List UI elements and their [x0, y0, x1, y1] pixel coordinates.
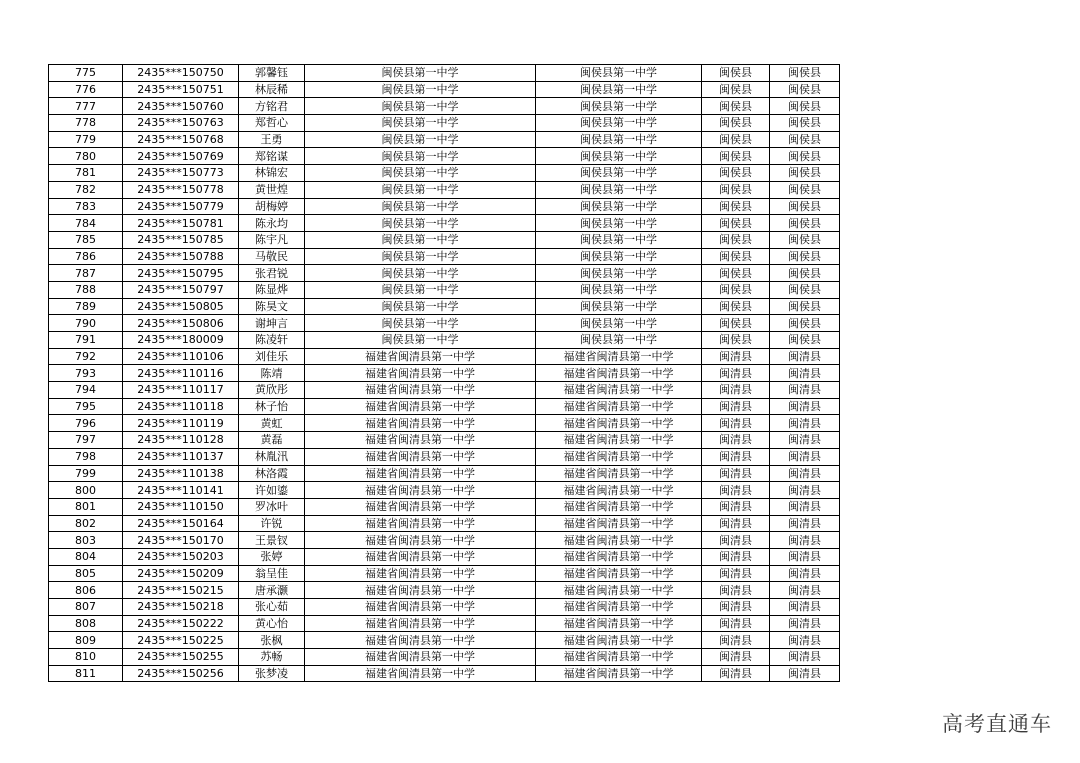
table-row: [49, 115, 840, 132]
school-cell: 闽侯县第一中学: [305, 165, 536, 182]
exam-id-cell: 2435***150218: [123, 599, 239, 616]
row-number-cell: 806: [49, 582, 123, 599]
school-repeat-cell: 福建省闽清县第一中学: [536, 482, 702, 499]
exam-id-cell: 2435***150203: [123, 548, 239, 565]
school-cell: 福建省闽清县第一中学: [305, 382, 536, 399]
row-number-cell: 794: [49, 382, 123, 399]
school-cell: 福建省闽清县第一中学: [305, 348, 536, 365]
student-name-cell: 陈宇凡: [239, 231, 305, 248]
table-row: [49, 448, 840, 465]
school-cell: 闽侯县第一中学: [305, 198, 536, 215]
county-cell: 闽清县: [702, 448, 770, 465]
county-repeat-cell: 闽侯县: [770, 115, 840, 132]
table-row: [49, 398, 840, 415]
school-cell: 闽侯县第一中学: [305, 181, 536, 198]
school-cell: 闽侯县第一中学: [305, 231, 536, 248]
county-cell: 闽侯县: [702, 98, 770, 115]
exam-id-cell: 2435***110137: [123, 448, 239, 465]
school-repeat-cell: 闽侯县第一中学: [536, 215, 702, 232]
table-row: [49, 482, 840, 499]
student-name-cell: 林辰稀: [239, 81, 305, 98]
school-cell: 闽侯县第一中学: [305, 131, 536, 148]
student-name-cell: 马敬民: [239, 248, 305, 265]
school-repeat-cell: 福建省闽清县第一中学: [536, 498, 702, 515]
county-repeat-cell: 闽清县: [770, 348, 840, 365]
table-row: [49, 515, 840, 532]
school-cell: 闽侯县第一中学: [305, 315, 536, 332]
school-repeat-cell: 福建省闽清县第一中学: [536, 348, 702, 365]
school-cell: 闽侯县第一中学: [305, 81, 536, 98]
school-cell: 福建省闽清县第一中学: [305, 432, 536, 449]
county-repeat-cell: 闽清县: [770, 398, 840, 415]
row-number-cell: 788: [49, 281, 123, 298]
row-number-cell: 791: [49, 332, 123, 349]
school-cell: 福建省闽清县第一中学: [305, 415, 536, 432]
row-number-cell: 804: [49, 548, 123, 565]
row-number-cell: 797: [49, 432, 123, 449]
student-name-cell: 张梦凌: [239, 665, 305, 682]
table-row: [49, 65, 840, 82]
table-row: [49, 415, 840, 432]
county-repeat-cell: 闽侯县: [770, 131, 840, 148]
exam-id-cell: 2435***110150: [123, 498, 239, 515]
county-cell: 闽侯县: [702, 198, 770, 215]
student-name-cell: 林胤汛: [239, 448, 305, 465]
row-number-cell: 809: [49, 632, 123, 649]
row-number-cell: 807: [49, 599, 123, 616]
student-name-cell: 黄欣彤: [239, 382, 305, 399]
school-repeat-cell: 福建省闽清县第一中学: [536, 365, 702, 382]
school-cell: 福建省闽清县第一中学: [305, 582, 536, 599]
table-row: [49, 81, 840, 98]
student-name-cell: 张心茹: [239, 599, 305, 616]
county-cell: 闽侯县: [702, 165, 770, 182]
table-row: [49, 281, 840, 298]
school-cell: 福建省闽清县第一中学: [305, 548, 536, 565]
school-repeat-cell: 闽侯县第一中学: [536, 248, 702, 265]
school-repeat-cell: 闽侯县第一中学: [536, 198, 702, 215]
county-repeat-cell: 闽侯县: [770, 281, 840, 298]
county-cell: 闽清县: [702, 548, 770, 565]
table-row: [49, 315, 840, 332]
student-name-cell: 黄虹: [239, 415, 305, 432]
student-name-cell: 陈靖: [239, 365, 305, 382]
exam-id-cell: 2435***180009: [123, 332, 239, 349]
county-repeat-cell: 闽清县: [770, 548, 840, 565]
school-repeat-cell: 福建省闽清县第一中学: [536, 415, 702, 432]
exam-id-cell: 2435***150781: [123, 215, 239, 232]
exam-id-cell: 2435***150750: [123, 65, 239, 82]
row-number-cell: 801: [49, 498, 123, 515]
school-repeat-cell: 福建省闽清县第一中学: [536, 649, 702, 666]
table-row: [49, 599, 840, 616]
student-name-cell: 陈显烨: [239, 281, 305, 298]
row-number-cell: 805: [49, 565, 123, 582]
student-name-cell: 陈永均: [239, 215, 305, 232]
school-repeat-cell: 闽侯县第一中学: [536, 281, 702, 298]
county-repeat-cell: 闽清县: [770, 432, 840, 449]
student-name-cell: 黄世煌: [239, 181, 305, 198]
county-repeat-cell: 闽清县: [770, 632, 840, 649]
school-cell: 闽侯县第一中学: [305, 332, 536, 349]
county-cell: 闽侯县: [702, 332, 770, 349]
school-repeat-cell: 福建省闽清县第一中学: [536, 565, 702, 582]
row-number-cell: 776: [49, 81, 123, 98]
county-cell: 闽清县: [702, 382, 770, 399]
county-cell: 闽清县: [702, 498, 770, 515]
county-cell: 闽清县: [702, 415, 770, 432]
school-cell: 闽侯县第一中学: [305, 65, 536, 82]
student-name-cell: 林锦宏: [239, 165, 305, 182]
county-cell: 闽清县: [702, 615, 770, 632]
exam-id-cell: 2435***150222: [123, 615, 239, 632]
exam-id-cell: 2435***110106: [123, 348, 239, 365]
exam-id-cell: 2435***150779: [123, 198, 239, 215]
school-cell: 福建省闽清县第一中学: [305, 465, 536, 482]
county-repeat-cell: 闽侯县: [770, 215, 840, 232]
school-cell: 福建省闽清县第一中学: [305, 498, 536, 515]
school-repeat-cell: 闽侯县第一中学: [536, 65, 702, 82]
exam-id-cell: 2435***110118: [123, 398, 239, 415]
school-repeat-cell: 闽侯县第一中学: [536, 148, 702, 165]
student-name-cell: 许如鎏: [239, 482, 305, 499]
exam-id-cell: 2435***110119: [123, 415, 239, 432]
county-cell: 闽侯县: [702, 65, 770, 82]
county-cell: 闽侯县: [702, 281, 770, 298]
row-number-cell: 792: [49, 348, 123, 365]
county-repeat-cell: 闽清县: [770, 382, 840, 399]
school-repeat-cell: 闽侯县第一中学: [536, 315, 702, 332]
county-repeat-cell: 闽清县: [770, 498, 840, 515]
school-cell: 福建省闽清县第一中学: [305, 448, 536, 465]
row-number-cell: 803: [49, 532, 123, 549]
county-cell: 闽清县: [702, 432, 770, 449]
table-row: [49, 665, 840, 682]
school-repeat-cell: 福建省闽清县第一中学: [536, 615, 702, 632]
table-row: [49, 265, 840, 282]
student-name-cell: 谢坤言: [239, 315, 305, 332]
table-row: [49, 382, 840, 399]
school-repeat-cell: 福建省闽清县第一中学: [536, 599, 702, 616]
student-name-cell: 刘佳乐: [239, 348, 305, 365]
row-number-cell: 798: [49, 448, 123, 465]
row-number-cell: 799: [49, 465, 123, 482]
county-repeat-cell: 闽侯县: [770, 98, 840, 115]
county-repeat-cell: 闽侯县: [770, 148, 840, 165]
county-cell: 闽侯县: [702, 315, 770, 332]
table-row: [49, 582, 840, 599]
row-number-cell: 784: [49, 215, 123, 232]
school-cell: 闽侯县第一中学: [305, 215, 536, 232]
county-cell: 闽侯县: [702, 115, 770, 132]
table-row: [49, 148, 840, 165]
school-cell: 闽侯县第一中学: [305, 298, 536, 315]
county-cell: 闽侯县: [702, 231, 770, 248]
school-repeat-cell: 福建省闽清县第一中学: [536, 548, 702, 565]
county-cell: 闽侯县: [702, 148, 770, 165]
school-cell: 福建省闽清县第一中学: [305, 398, 536, 415]
student-name-cell: 陈凌轩: [239, 332, 305, 349]
county-cell: 闽清县: [702, 348, 770, 365]
table-row: [49, 181, 840, 198]
row-number-cell: 800: [49, 482, 123, 499]
school-repeat-cell: 闽侯县第一中学: [536, 298, 702, 315]
county-cell: 闽清县: [702, 565, 770, 582]
school-cell: 福建省闽清县第一中学: [305, 482, 536, 499]
student-name-cell: 黄心怡: [239, 615, 305, 632]
exam-id-cell: 2435***150769: [123, 148, 239, 165]
county-repeat-cell: 闽清县: [770, 365, 840, 382]
student-name-cell: 张君锐: [239, 265, 305, 282]
row-number-cell: 808: [49, 615, 123, 632]
county-cell: 闽清县: [702, 465, 770, 482]
exam-id-cell: 2435***150785: [123, 231, 239, 248]
school-cell: 福建省闽清县第一中学: [305, 632, 536, 649]
county-cell: 闽清县: [702, 665, 770, 682]
exam-id-cell: 2435***110128: [123, 432, 239, 449]
table-row: [49, 432, 840, 449]
county-repeat-cell: 闽侯县: [770, 298, 840, 315]
county-repeat-cell: 闽侯县: [770, 231, 840, 248]
row-number-cell: 789: [49, 298, 123, 315]
school-cell: 福建省闽清县第一中学: [305, 599, 536, 616]
table-row: [49, 649, 840, 666]
county-cell: 闽清县: [702, 599, 770, 616]
row-number-cell: 786: [49, 248, 123, 265]
school-cell: 福建省闽清县第一中学: [305, 365, 536, 382]
county-repeat-cell: 闽侯县: [770, 332, 840, 349]
school-repeat-cell: 福建省闽清县第一中学: [536, 632, 702, 649]
row-number-cell: 777: [49, 98, 123, 115]
school-repeat-cell: 福建省闽清县第一中学: [536, 432, 702, 449]
county-repeat-cell: 闽侯县: [770, 198, 840, 215]
county-repeat-cell: 闽清县: [770, 665, 840, 682]
county-repeat-cell: 闽清县: [770, 448, 840, 465]
exam-id-cell: 2435***110141: [123, 482, 239, 499]
student-name-cell: 林子怡: [239, 398, 305, 415]
county-cell: 闽侯县: [702, 215, 770, 232]
row-number-cell: 780: [49, 148, 123, 165]
school-cell: 闽侯县第一中学: [305, 148, 536, 165]
exam-id-cell: 2435***150209: [123, 565, 239, 582]
county-repeat-cell: 闽侯县: [770, 165, 840, 182]
school-repeat-cell: 福建省闽清县第一中学: [536, 532, 702, 549]
county-repeat-cell: 闽清县: [770, 482, 840, 499]
county-repeat-cell: 闽清县: [770, 415, 840, 432]
county-cell: 闽清县: [702, 482, 770, 499]
school-repeat-cell: 闽侯县第一中学: [536, 165, 702, 182]
school-repeat-cell: 闽侯县第一中学: [536, 131, 702, 148]
exam-id-cell: 2435***150215: [123, 582, 239, 599]
table-row: [49, 198, 840, 215]
student-name-cell: 许锐: [239, 515, 305, 532]
student-name-cell: 张枫: [239, 632, 305, 649]
table-row: [49, 298, 840, 315]
county-repeat-cell: 闽侯县: [770, 265, 840, 282]
table-row: [49, 615, 840, 632]
exam-id-cell: 2435***110138: [123, 465, 239, 482]
county-repeat-cell: 闽侯县: [770, 248, 840, 265]
school-repeat-cell: 闽侯县第一中学: [536, 265, 702, 282]
table-row: [49, 348, 840, 365]
exam-id-cell: 2435***110117: [123, 382, 239, 399]
exam-id-cell: 2435***150805: [123, 298, 239, 315]
exam-id-cell: 2435***150256: [123, 665, 239, 682]
school-repeat-cell: 福建省闽清县第一中学: [536, 515, 702, 532]
row-number-cell: 810: [49, 649, 123, 666]
county-cell: 闽清县: [702, 582, 770, 599]
exam-id-cell: 2435***150170: [123, 532, 239, 549]
exam-id-cell: 2435***150795: [123, 265, 239, 282]
county-repeat-cell: 闽侯县: [770, 81, 840, 98]
school-cell: 闽侯县第一中学: [305, 281, 536, 298]
exam-id-cell: 2435***150797: [123, 281, 239, 298]
exam-id-cell: 2435***150778: [123, 181, 239, 198]
row-number-cell: 790: [49, 315, 123, 332]
school-repeat-cell: 福建省闽清县第一中学: [536, 582, 702, 599]
row-number-cell: 793: [49, 365, 123, 382]
school-repeat-cell: 闽侯县第一中学: [536, 81, 702, 98]
student-name-cell: 翁呈佳: [239, 565, 305, 582]
school-cell: 福建省闽清县第一中学: [305, 615, 536, 632]
school-repeat-cell: 福建省闽清县第一中学: [536, 465, 702, 482]
school-cell: 闽侯县第一中学: [305, 98, 536, 115]
student-name-cell: 陈昊文: [239, 298, 305, 315]
school-cell: 福建省闽清县第一中学: [305, 532, 536, 549]
school-cell: 福建省闽清县第一中学: [305, 565, 536, 582]
row-number-cell: 783: [49, 198, 123, 215]
student-name-cell: 郑铭谋: [239, 148, 305, 165]
table-row: [49, 215, 840, 232]
exam-id-cell: 2435***150788: [123, 248, 239, 265]
county-repeat-cell: 闽清县: [770, 532, 840, 549]
school-repeat-cell: 福建省闽清县第一中学: [536, 448, 702, 465]
row-number-cell: 796: [49, 415, 123, 432]
county-cell: 闽侯县: [702, 265, 770, 282]
county-repeat-cell: 闽侯县: [770, 315, 840, 332]
table-row: [49, 465, 840, 482]
exam-id-cell: 2435***150768: [123, 131, 239, 148]
county-repeat-cell: 闽侯县: [770, 65, 840, 82]
school-repeat-cell: 闽侯县第一中学: [536, 98, 702, 115]
exam-id-cell: 2435***150751: [123, 81, 239, 98]
county-repeat-cell: 闽清县: [770, 599, 840, 616]
row-number-cell: 787: [49, 265, 123, 282]
school-cell: 福建省闽清县第一中学: [305, 649, 536, 666]
county-repeat-cell: 闽清县: [770, 565, 840, 582]
county-cell: 闽清县: [702, 632, 770, 649]
student-name-cell: 郑哲心: [239, 115, 305, 132]
roster-body: [49, 65, 840, 682]
table-row: [49, 532, 840, 549]
school-repeat-cell: 闽侯县第一中学: [536, 115, 702, 132]
county-cell: 闽侯县: [702, 181, 770, 198]
exam-id-cell: 2435***150773: [123, 165, 239, 182]
student-name-cell: 罗冰叶: [239, 498, 305, 515]
table-row: [49, 565, 840, 582]
student-name-cell: 王勇: [239, 131, 305, 148]
exam-id-cell: 2435***150760: [123, 98, 239, 115]
school-repeat-cell: 闽侯县第一中学: [536, 332, 702, 349]
county-cell: 闽清县: [702, 515, 770, 532]
student-roster-table: [48, 64, 840, 682]
row-number-cell: 782: [49, 181, 123, 198]
exam-id-cell: 2435***150225: [123, 632, 239, 649]
row-number-cell: 785: [49, 231, 123, 248]
watermark-text: 高考直通车: [942, 712, 1052, 736]
exam-id-cell: 2435***150164: [123, 515, 239, 532]
county-cell: 闽侯县: [702, 248, 770, 265]
county-repeat-cell: 闽清县: [770, 649, 840, 666]
student-name-cell: 苏畅: [239, 649, 305, 666]
table-row: [49, 498, 840, 515]
row-number-cell: 775: [49, 65, 123, 82]
county-repeat-cell: 闽清县: [770, 515, 840, 532]
table-row: [49, 165, 840, 182]
student-name-cell: 唐承灏: [239, 582, 305, 599]
county-repeat-cell: 闽清县: [770, 582, 840, 599]
school-repeat-cell: 福建省闽清县第一中学: [536, 382, 702, 399]
table-row: [49, 548, 840, 565]
exam-id-cell: 2435***110116: [123, 365, 239, 382]
table-row: [49, 231, 840, 248]
exam-id-cell: 2435***150255: [123, 649, 239, 666]
table-row: [49, 365, 840, 382]
row-number-cell: 811: [49, 665, 123, 682]
school-cell: 福建省闽清县第一中学: [305, 515, 536, 532]
county-cell: 闽侯县: [702, 81, 770, 98]
school-repeat-cell: 闽侯县第一中学: [536, 181, 702, 198]
row-number-cell: 778: [49, 115, 123, 132]
student-name-cell: 张婷: [239, 548, 305, 565]
school-repeat-cell: 福建省闽清县第一中学: [536, 398, 702, 415]
exam-id-cell: 2435***150763: [123, 115, 239, 132]
school-cell: 福建省闽清县第一中学: [305, 665, 536, 682]
student-name-cell: 胡梅婷: [239, 198, 305, 215]
table-row: [49, 98, 840, 115]
student-name-cell: 方铭君: [239, 98, 305, 115]
exam-id-cell: 2435***150806: [123, 315, 239, 332]
school-cell: 闽侯县第一中学: [305, 265, 536, 282]
county-cell: 闽侯县: [702, 298, 770, 315]
student-name-cell: 郭馨钰: [239, 65, 305, 82]
student-name-cell: 黄磊: [239, 432, 305, 449]
row-number-cell: 802: [49, 515, 123, 532]
table-row: [49, 131, 840, 148]
county-repeat-cell: 闽清县: [770, 465, 840, 482]
school-repeat-cell: 闽侯县第一中学: [536, 231, 702, 248]
county-cell: 闽清县: [702, 532, 770, 549]
county-cell: 闽清县: [702, 398, 770, 415]
school-repeat-cell: 福建省闽清县第一中学: [536, 665, 702, 682]
table-row: [49, 332, 840, 349]
county-repeat-cell: 闽侯县: [770, 181, 840, 198]
county-cell: 闽侯县: [702, 131, 770, 148]
student-name-cell: 林洛霞: [239, 465, 305, 482]
county-repeat-cell: 闽清县: [770, 615, 840, 632]
row-number-cell: 781: [49, 165, 123, 182]
county-cell: 闽清县: [702, 365, 770, 382]
table-row: [49, 632, 840, 649]
student-name-cell: 王景钗: [239, 532, 305, 549]
school-cell: 闽侯县第一中学: [305, 248, 536, 265]
table-row: [49, 248, 840, 265]
county-cell: 闽清县: [702, 649, 770, 666]
school-cell: 闽侯县第一中学: [305, 115, 536, 132]
row-number-cell: 779: [49, 131, 123, 148]
row-number-cell: 795: [49, 398, 123, 415]
